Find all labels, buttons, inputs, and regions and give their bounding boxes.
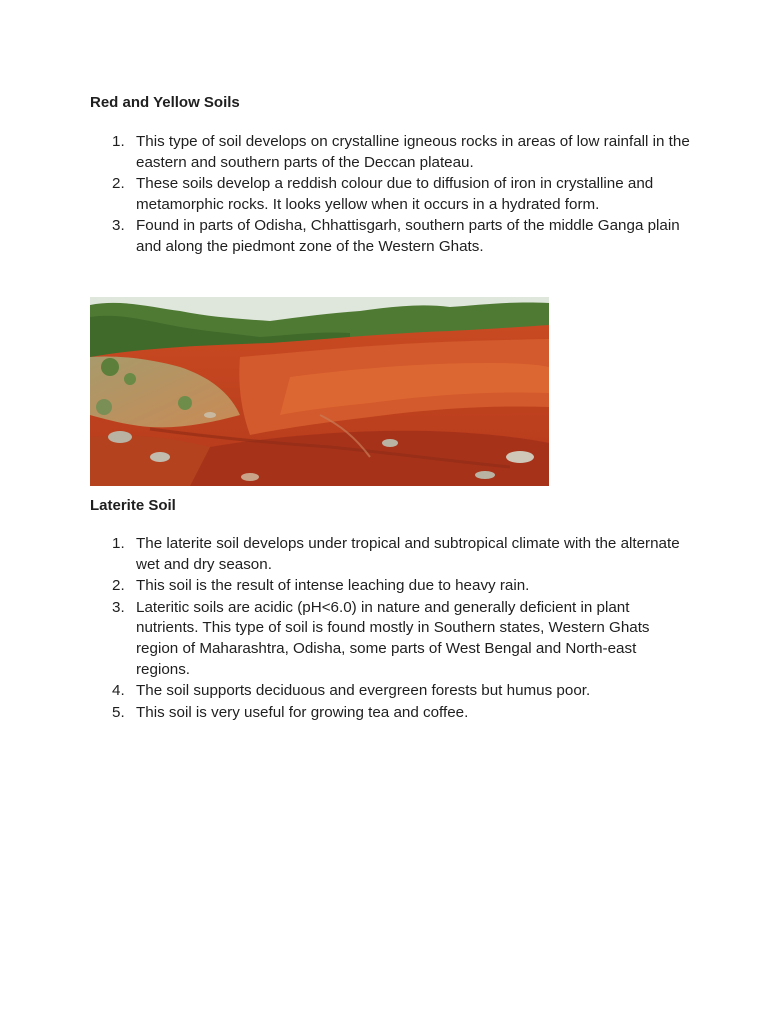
list-number: 1. — [112, 133, 125, 150]
list-item-text: The laterite soil develops under tropical and subtropical climate with the alternate wet and dry season. — [136, 535, 680, 573]
list-item-text: Found in parts of Odisha, Chhattisgarh, southern parts of the middle Ganga plain and along the piedmont zone of the Western Ghats. — [136, 217, 680, 256]
list-number: 3. — [112, 598, 125, 616]
list-number: 2. — [112, 577, 125, 595]
list-number: 3. — [112, 217, 125, 235]
list-item-text: This type of soil develops on crystalline igneous rocks in areas of low rainfall in the eastern and southern parts of the Deccan plateau. — [136, 133, 690, 171]
list-item-text: These soils develop a reddish colour due to diffusion of iron in crystalline and metamorphic rocks. It looks yellow when it occurs in a hydrated form. — [136, 175, 654, 213]
list-number: 5. — [112, 703, 125, 721]
list-number: 1. — [112, 535, 125, 552]
list-number: 2. — [112, 175, 125, 193]
list-item — [90, 132, 690, 174]
list-item-text: This soil is the result of intense leaching due to heavy rain. — [136, 577, 530, 595]
list-item — [90, 681, 690, 702]
list-item — [90, 534, 690, 576]
list-number: 4. — [112, 682, 125, 700]
red-soil-landscape-photo — [90, 297, 549, 486]
section-heading-red-yellow-soils: Red and Yellow Soils — [90, 94, 240, 111]
list-item — [90, 703, 690, 724]
list-item-text: This soil is very useful for growing tea and coffee. — [136, 703, 469, 721]
laterite-soil-list — [90, 534, 690, 724]
list-item-text: Lateritic soils are acidic (pH<6.0) in nature and generally deficient in plant nutrients. This type of soil is found mostly in Southern states, Western Ghats region of Maharashtra, Odisha, some parts of West Bengal and North-east regions. — [136, 598, 650, 678]
section-heading-laterite-soil: Laterite Soil — [90, 497, 176, 514]
list-item — [90, 598, 690, 681]
list-item — [90, 576, 690, 597]
list-item-text: The soil supports deciduous and evergreen forests but humus poor. — [136, 682, 591, 700]
list-item — [90, 216, 690, 258]
red-yellow-soils-list — [90, 132, 690, 259]
list-item — [90, 174, 690, 216]
